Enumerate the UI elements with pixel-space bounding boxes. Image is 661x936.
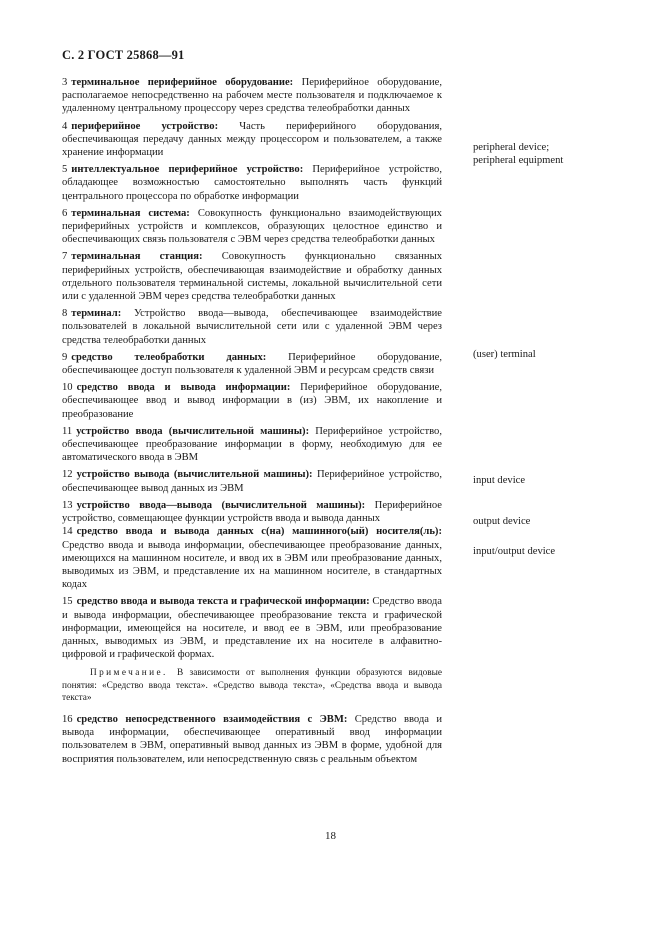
term-definition: Периферийное оборудование, располагаемое непосредственно на рабочем месте пользователя и подключаемое к удаленному центральному процессору через средства телеобработки данных xyxy=(62,77,442,115)
term-number: 15 xyxy=(62,596,73,608)
term-number: 11 xyxy=(62,425,73,437)
term-name: терминальное периферийное оборудование: xyxy=(71,77,294,88)
term-entry-4 xyxy=(62,120,442,160)
term-name: устройство вывода (вычислительной машины): xyxy=(76,469,313,481)
term-definition: Периферийное устройство, обеспечивающее преобразование информации в форму, необходимую для ее автоматического ввода в ЭВМ xyxy=(62,425,442,464)
term-entry-13 xyxy=(62,499,442,525)
term-entry-9 xyxy=(62,351,442,377)
term-entry-11 xyxy=(62,425,442,465)
term-definition: Совокупность функционально связанных периферийных устройств, обеспечивающая взаимодействие и обработку данных отдельного пользователя терминальной системы, локальной вычислительной сети или с удаленной ЭВМ через средства телеобработки данных xyxy=(62,251,442,303)
term-name: терминал: xyxy=(71,308,122,320)
term-entry-15 xyxy=(62,595,442,661)
note-label: Примечание. xyxy=(90,668,168,679)
term-entry-5 xyxy=(62,163,442,203)
term-entry-14 xyxy=(62,525,442,591)
term-definition: Совокупность функционально взаимодействующих периферийных устройств и комплексов, образующих целостное единство и обеспечивающих связь пользователя с ЭВМ через средства телеобработки данных xyxy=(62,207,442,246)
term-entry-10 xyxy=(62,381,442,421)
term-definition: Устройство ввода—вывода, обеспечивающее взаимодействие пользователей в локальной вычислительной сети или с удаленной ЭВМ через средства телеобработки данных xyxy=(62,308,442,346)
term-definition: Периферийное устройство, совмещающее функции устройств ввода и вывода данных xyxy=(62,499,442,525)
page-number: 18 xyxy=(325,830,336,842)
term-number: 3 xyxy=(62,77,68,88)
term-definition: Периферийное оборудование, обеспечивающее доступ пользователя к удаленной ЭВМ и ресурсам средств связи xyxy=(62,351,443,377)
term-number: 16 xyxy=(62,713,73,725)
term-entry-16 xyxy=(62,713,442,766)
terms-column xyxy=(62,76,442,770)
term-name: интеллектуальное периферийное устройство: xyxy=(71,164,304,176)
english-equivalent-13: input/output device xyxy=(473,546,556,557)
term-name: терминальная станция: xyxy=(71,251,203,263)
term-name: средство телеобработки данных: xyxy=(71,351,267,363)
term-name: средство ввода и вывода текста и графической информации: xyxy=(76,596,370,608)
term-name: средство ввода и вывода информации: xyxy=(76,382,291,394)
term-entry-3 xyxy=(62,76,442,116)
term-definition: Часть периферийного оборудования, обеспечивающая передачу данных между процессором и пользователем, а также хранение информации xyxy=(62,120,442,159)
term-definition: Периферийное оборудование, обеспечивающее ввод и вывод информации в (из) ЭВМ, их накопление и преобразование xyxy=(62,382,442,420)
term-entry-12 xyxy=(62,468,442,494)
term-number: 7 xyxy=(62,251,68,263)
note-block xyxy=(62,667,442,704)
term-number: 4 xyxy=(62,120,68,132)
term-name: периферийное устройство: xyxy=(71,120,219,132)
term-definition: Периферийное устройство, обладающее возможностью самостоятельно выполнять часть функций центрального процессора по обработке информации xyxy=(62,164,442,202)
term-definition: Средство ввода и вывода информации, обеспечивающее преобразование текста и графической информации, имеющейся на носителе, и ввод ее в ЭВМ, или преобразование данных, выводимых из ЭВМ, и представление их на носителе в алфавитно-цифровой и графической формах. xyxy=(62,596,442,661)
english-equivalent-8: (user) terminal xyxy=(473,349,536,360)
term-definition: Средство ввода и вывода информации, обеспечивающее оперативный ввод информации пользователем в ЭВМ, оперативный вывод данных из ЭВМ в форме, удобной для восприятия пользователем, или непосредственную связь с реальным объектом xyxy=(62,713,442,765)
term-definition: Средство ввода и вывода информации, обеспечивающее преобразование данных, имеющихся на машинном носителе, и ввод их в ЭВМ или преобразование данных, выводимых из ЭВМ, и представление их на машинном носителе, в стандартных кодах xyxy=(62,539,442,591)
term-number: 12 xyxy=(62,469,73,481)
term-definition: Периферийное устройство, обеспечивающее вывод данных из ЭВМ xyxy=(62,469,442,494)
term-entry-7 xyxy=(62,250,442,303)
english-equivalent-11: input device xyxy=(473,475,526,486)
page-header: С. 2 ГОСТ 25868—91 xyxy=(62,48,185,62)
english-equivalent-4: peripheral device; peripheral equipment xyxy=(473,142,564,167)
term-name: средство ввода и вывода данных с(на) машинного(ый) носителя(ль): xyxy=(76,526,442,538)
term-number: 13 xyxy=(62,499,73,511)
term-number: 9 xyxy=(62,351,68,363)
term-name: терминальная система: xyxy=(71,207,190,219)
term-number: 6 xyxy=(62,207,68,219)
term-number: 14 xyxy=(62,526,73,538)
term-entry-8 xyxy=(62,307,442,347)
term-name: устройство ввода (вычислительной машины): xyxy=(76,425,310,437)
english-equivalent-12: output device xyxy=(473,516,531,527)
term-number: 10 xyxy=(62,382,73,394)
term-entry-6 xyxy=(62,207,442,247)
term-number: 5 xyxy=(62,164,68,176)
note-text: В зависимости от выполнения функции образуются видовые понятия: «Средство ввода текста». «Средство вывода текста», «Средства ввода и вывода текста» xyxy=(62,668,442,703)
term-name: устройство ввода—вывода (вычислительной машины): xyxy=(76,499,366,511)
term-name: средство непосредственного взаимодействия с ЭВМ: xyxy=(76,713,348,725)
term-number: 8 xyxy=(62,308,68,320)
